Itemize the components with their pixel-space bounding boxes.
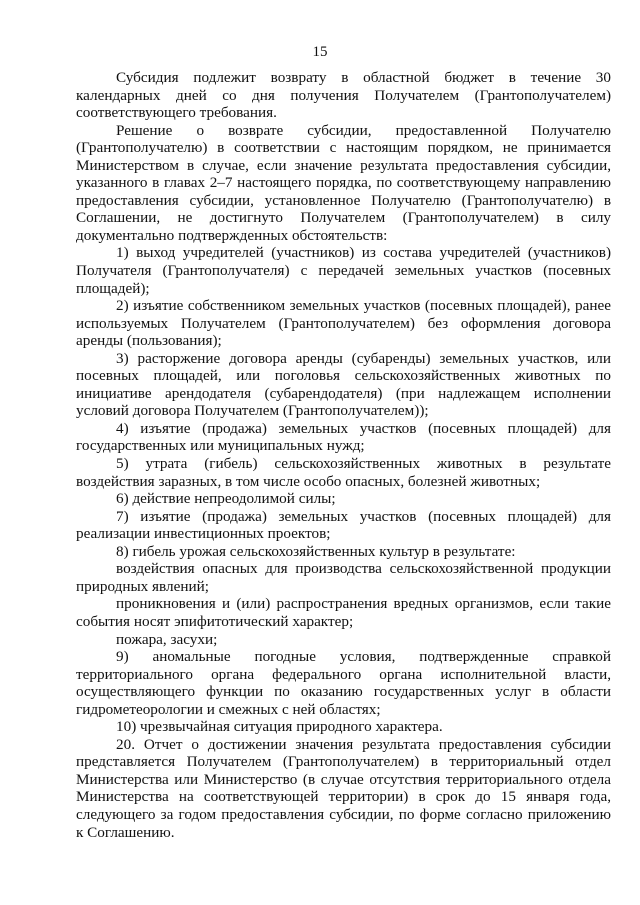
- list-item-5: 5) утрата (гибель) сельскохозяйственных животных в результате воздействия заразных, в том числе особо опасных, болезней животных;: [76, 455, 611, 490]
- list-item-6: 6) действие непреодолимой силы;: [116, 490, 336, 508]
- list-item-8-sub-3: пожара, засухи;: [116, 630, 218, 648]
- list-item-3: 3) расторжение договора аренды (субаренды) земельных участков, или посевных площадей, или поголовья сельскохозяйственных животных по инициативе арендодателя (субарендодателя) (при надлежащем исполнении условий договора Получателем (Грантополучателем));: [76, 349, 611, 420]
- list-item-2: 2) изъятие собственником земельных участков (посевных площадей), ранее используемых Получателем (Грантополучателем) без оформления договора аренды (пользования);: [76, 297, 611, 350]
- list-item-4: 4) изъятие (продажа) земельных участков (посевных площадей) для государственных или муниципальных нужд;: [76, 419, 611, 455]
- paragraph-20-report: 20. Отчет о достижении значения результата предоставления субсидии представляется Получателем (Грантополучателем) в территориальный отдел Министерства или Министерство (в случае отсутствия территориального отдела Министерства на соответствующей территории) в срок до 15 января года, следующего за годом предоставления субсидии, по форме согласно приложению к Соглашению.: [76, 735, 611, 841]
- list-item-8-sub-1: воздействия опасных для производства сельскохозяйственной продукции природных явлений;: [76, 560, 611, 595]
- paragraph-return-exemption: Решение о возврате субсидии, предоставленной Получателю (Грантополучателю) в соответствии с настоящим порядком, не принимается Министерством в случае, если значение результата предоставления субсидии, указанного в главах 2–7 настоящего порядка, по соответствующему направлению предоставления субсидии, установленное Получателю (Грантополучателю) в Соглашении, не достигнуто Получателем (Грантополучателем) в силу документально подтвержденных обстоятельств:: [76, 121, 611, 244]
- list-item-7: 7) изъятие (продажа) земельных участков (посевных площадей) для реализации инвестиционных проектов;: [76, 507, 611, 543]
- document-body: [76, 69, 611, 841]
- list-item-9: 9) аномальные погодные условия, подтвержденные справкой территориального органа федерального органа исполнительной власти, осуществляющего функции по оказанию государственных услуг в области гидрометеорологии и смежных с ней областях;: [76, 648, 611, 718]
- page-number: 15: [312, 44, 328, 60]
- paragraph-return-deadline: Субсидия подлежит возврату в областной бюджет в течение 30 календарных дней со дня получения Получателем (Грантополучателем) соответствующего требования.: [76, 69, 611, 122]
- list-item-1: 1) выход учредителей (участников) из состава учредителей (участников) Получателя (Грантополучателя) с передачей земельных участков (посевных площадей);: [76, 244, 611, 297]
- list-item-10: 10) чрезвычайная ситуация природного характера.: [116, 718, 443, 736]
- list-item-8: 8) гибель урожая сельскохозяйственных культур в результате:: [116, 542, 516, 560]
- list-item-8-sub-2: проникновения и (или) распространения вредных организмов, если такие события носят эпифитотический характер;: [76, 595, 611, 630]
